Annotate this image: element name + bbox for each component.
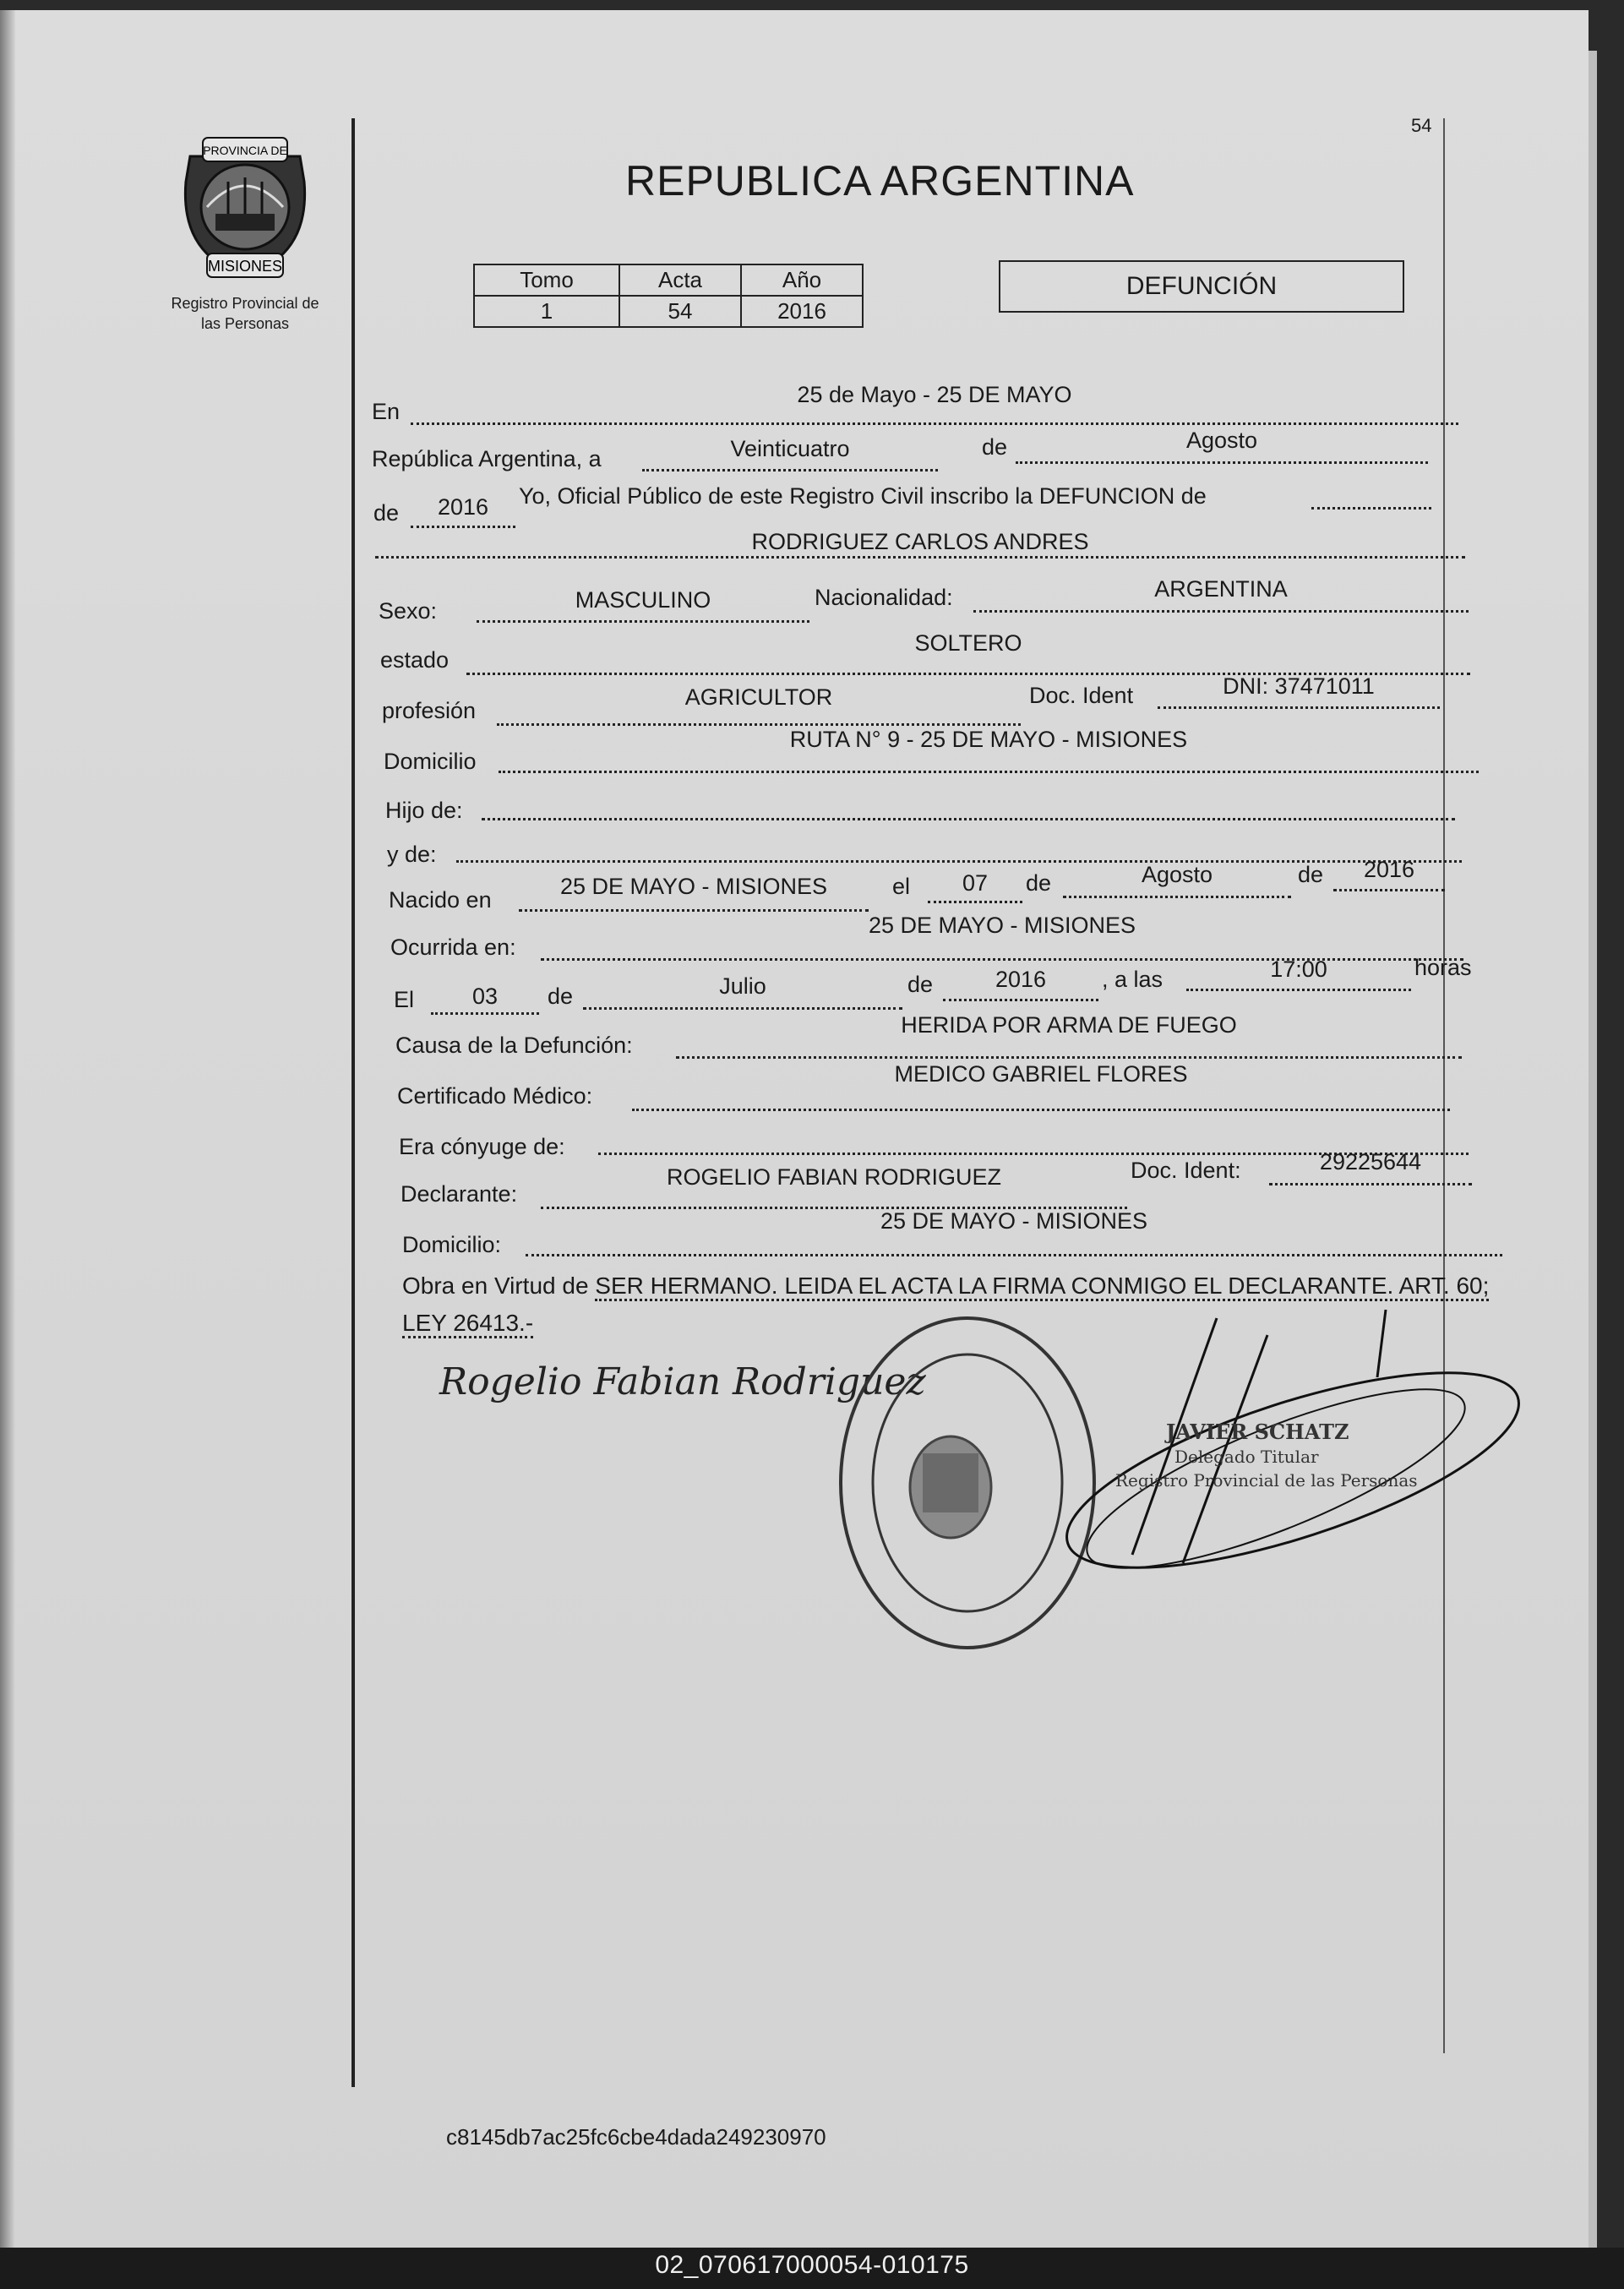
nacido-line [519,909,869,912]
hijo-label: Hijo de: [385,798,463,823]
decl-domicilio-value: 25 DE MAYO - MISIONES [880,1208,1148,1234]
en-line [411,422,1458,425]
official-name: JAVIER SCHATZ [1166,1420,1349,1444]
logo-bottom-text: MISIONES [207,258,283,275]
value-anio: 2016 [741,296,863,327]
day-words-line [642,469,938,471]
value-tomo: 1 [474,296,619,327]
el-label: el [892,874,911,899]
yo-trailing-line [1311,507,1431,510]
yo-text: Yo, Oficial Público de este Registro Civil inscribo la DEFUNCION de [519,483,1207,509]
estado-value: SOLTERO [914,630,1022,656]
en-value: 25 de Mayo - 25 DE MAYO [797,382,1072,407]
birth-day-value: 07 [962,870,989,896]
de-label-3: de [1026,870,1052,896]
death-day-value: 03 [471,984,499,1009]
year-line [411,526,515,528]
nacido-value: 25 DE MAYO - MISIONES [559,874,828,899]
certificado-label: Certificado Médico: [397,1083,593,1109]
birth-year-line [1333,889,1445,891]
decl-domicilio-label: Domicilio: [402,1232,502,1257]
death-day-line [431,1012,539,1015]
document-hash: c8145db7ac25fc6cbe4dada249230970 [446,2124,826,2150]
official-signature-block [1014,1301,1521,1639]
en-label: En [372,399,401,424]
obra-text: SER HERMANO. LEIDA EL ACTA LA FIRMA CONMIGO EL DECLARANTE. ART. 60; LEY 26413.- [402,1273,1489,1338]
name-line [375,556,1465,559]
profesion-value: AGRICULTOR [684,684,833,710]
day-words-value: Veinticuatro [730,436,850,461]
page-number: 54 [1411,115,1432,136]
de-label-6: de [907,972,934,997]
month-value: Agosto [1185,428,1258,453]
document-page [0,10,1589,2248]
death-year-line [943,999,1098,1001]
hijo-line [482,818,1455,820]
obra-prefix: Obra en Virtud de [402,1273,589,1299]
domicilio-line [499,771,1479,773]
declarant-signature: Rogelio Fabian Rodriguez [439,1360,926,1403]
header-anio: Año [741,264,863,296]
horas-label: horas [1414,955,1472,980]
birth-month-value: Agosto [1141,862,1213,887]
death-month-line [583,1007,902,1010]
yde-label: y de: [387,842,437,867]
estado-label: estado [380,647,450,673]
de-label-4: de [1298,862,1324,887]
footer-code: 02_070617000054-010175 [655,2251,969,2279]
year-value: 2016 [437,494,489,520]
logo-caption-line1: Registro Provincial de [171,295,319,312]
logo-caption-line2: las Personas [200,315,290,332]
logo-top-text: PROVINCIA DE [203,144,287,157]
record-table [473,264,864,328]
de-label-1: de [982,434,1008,460]
value-acta: 54 [619,296,741,327]
republica-label: República Argentina, a [372,446,602,471]
profesion-label: profesión [382,698,477,723]
de-label-2: de [373,500,400,526]
record-table-header-row [474,264,863,296]
nacionalidad-label: Nacionalidad: [815,585,953,610]
decl-domicilio-line [526,1254,1502,1256]
decl-doc-label: Doc. Ident: [1131,1158,1241,1183]
death-year-value: 2016 [995,967,1047,992]
record-table-value-row [474,296,863,327]
declarante-value: ROGELIO FABIAN RODRIGUEZ [666,1164,1002,1190]
death-time-value: 17:00 [1270,956,1327,982]
causa-value: HERIDA POR ARMA DE FUEGO [901,1012,1237,1038]
misiones-seal-logo [169,131,321,283]
profesion-line [497,723,1021,726]
domicilio-label: Domicilio [384,749,477,774]
document-type-box: DEFUNCIÓN [999,260,1404,313]
nacido-label: Nacido en [389,887,492,913]
official-title: Delegado Titular [1174,1447,1319,1467]
page-edge-shadow [0,10,15,2248]
causa-label: Causa de la Defunción: [395,1033,633,1058]
sexo-line [477,620,809,623]
sexo-label: Sexo: [379,598,438,624]
birth-year-value: 2016 [1363,857,1415,882]
official-office: Registro Provincial de las Personas [1115,1470,1418,1491]
margin-line [352,118,355,2087]
de-label-5: de [548,984,574,1009]
logo-caption [144,293,346,334]
doc-ident-label: Doc. Ident [1029,683,1134,708]
birth-month-line [1063,896,1291,898]
header-tomo: Tomo [474,264,619,296]
page-title: REPUBLICA ARGENTINA [625,157,1135,204]
sexo-value: MASCULINO [575,587,711,613]
ocurrida-label: Ocurrida en: [390,935,516,960]
decl-doc-value: 29225644 [1319,1149,1422,1174]
deceased-name: RODRIGUEZ CARLOS ANDRES [751,529,1089,554]
domicilio-value: RUTA N° 9 - 25 DE MAYO - MISIONES [789,727,1188,752]
doc-ident-value: DNI: 37471011 [1223,673,1375,699]
certificado-line [632,1109,1450,1111]
doc-ident-line [1158,706,1440,709]
conyuge-label: Era cónyuge de: [399,1134,565,1159]
el2-label: El [394,987,415,1012]
causa-line [676,1056,1462,1059]
death-month-value: Julio [719,973,766,999]
decl-doc-line [1269,1183,1472,1185]
death-time-line [1186,989,1411,991]
birth-day-line [928,901,1022,903]
alas-label: , a las [1102,967,1164,992]
ocurrida-value: 25 DE MAYO - MISIONES [868,913,1136,938]
declarante-label: Declarante: [401,1181,518,1207]
nacionalidad-line [973,610,1469,613]
header-acta: Acta [619,264,741,296]
nacionalidad-value: ARGENTINA [1154,576,1288,602]
month-line [1016,461,1428,464]
certificado-value: MEDICO GABRIEL FLORES [894,1061,1188,1087]
